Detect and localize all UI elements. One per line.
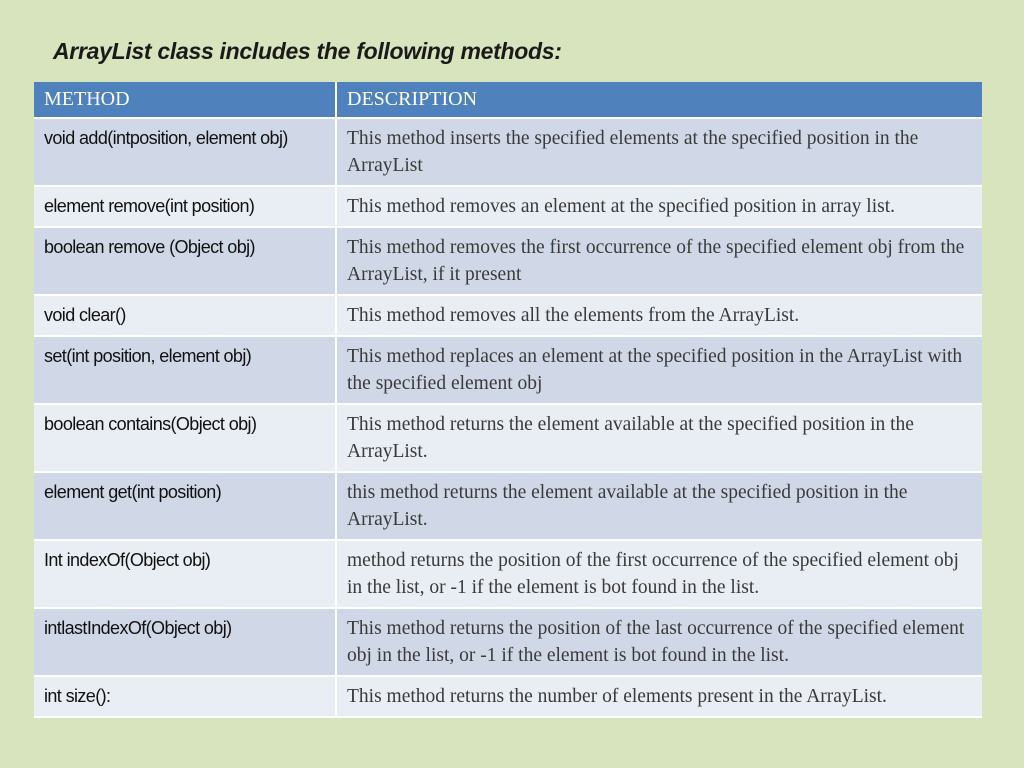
method-cell: void add(intposition, element obj) bbox=[34, 118, 336, 186]
table-row bbox=[34, 608, 982, 676]
table-row bbox=[34, 227, 982, 295]
methods-table bbox=[34, 82, 982, 718]
description-column-header: DESCRIPTION bbox=[336, 82, 982, 118]
table-row bbox=[34, 186, 982, 227]
table-row bbox=[34, 295, 982, 336]
description-cell: This method removes all the elements from the ArrayList. bbox=[336, 295, 982, 336]
table-header-row bbox=[34, 82, 982, 118]
description-cell: method returns the position of the first occurrence of the specified element obj in the list, or -1 if the element is bot found in the list. bbox=[336, 540, 982, 608]
description-cell: This method returns the element available at the specified position in the ArrayList. bbox=[336, 404, 982, 472]
description-cell: This method inserts the specified elements at the specified position in the ArrayList bbox=[336, 118, 982, 186]
method-cell: set(int position, element obj) bbox=[34, 336, 336, 404]
table-row bbox=[34, 472, 982, 540]
method-cell: boolean contains(Object obj) bbox=[34, 404, 336, 472]
description-cell: This method removes the first occurrence of the specified element obj from the ArrayList, if it present bbox=[336, 227, 982, 295]
method-cell: int size(): bbox=[34, 676, 336, 717]
description-cell: This method replaces an element at the specified position in the ArrayList with the specified element obj bbox=[336, 336, 982, 404]
table-row bbox=[34, 336, 982, 404]
method-column-header: METHOD bbox=[34, 82, 336, 118]
table-row bbox=[34, 676, 982, 717]
description-cell: This method removes an element at the specified position in array list. bbox=[336, 186, 982, 227]
methods-table-container bbox=[34, 82, 982, 718]
table-row bbox=[34, 118, 982, 186]
method-cell: boolean remove (Object obj) bbox=[34, 227, 336, 295]
method-cell: Int indexOf(Object obj) bbox=[34, 540, 336, 608]
method-cell: void clear() bbox=[34, 295, 336, 336]
description-cell: This method returns the position of the last occurrence of the specified element obj in the list, or -1 if the element is bot found in the list. bbox=[336, 608, 982, 676]
description-cell: This method returns the number of elements present in the ArrayList. bbox=[336, 676, 982, 717]
slide-title: ArrayList class includes the following methods: bbox=[53, 38, 562, 64]
method-cell: intlastIndexOf(Object obj) bbox=[34, 608, 336, 676]
table-row bbox=[34, 404, 982, 472]
table-row bbox=[34, 540, 982, 608]
description-cell: this method returns the element available at the specified position in the ArrayList. bbox=[336, 472, 982, 540]
method-cell: element get(int position) bbox=[34, 472, 336, 540]
method-cell: element remove(int position) bbox=[34, 186, 336, 227]
